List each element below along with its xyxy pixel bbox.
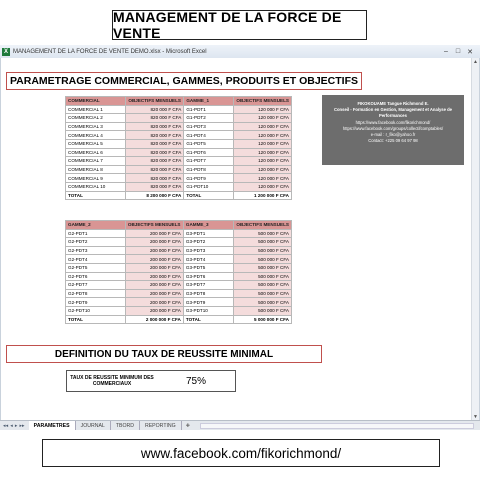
tab-reporting[interactable]: REPORTING: [140, 421, 182, 430]
table-cell[interactable]: 120 000 F CFA: [234, 165, 292, 174]
table-cell[interactable]: G2-PDT7: [66, 281, 126, 290]
table-cell[interactable]: G3-PDT5: [183, 263, 234, 272]
maximize-icon[interactable]: □: [455, 47, 461, 55]
header-cell: OBJECTIFS MENSUELS: [126, 97, 184, 106]
total-row: [66, 191, 292, 200]
top-banner: [112, 10, 367, 40]
window-title: MANAGEMENT DE LA FORCE DE VENTE DEMO.xlsx - Microsoft Excel: [13, 48, 207, 55]
objectives-table-commercial-gamme1: [65, 96, 292, 200]
table-cell[interactable]: 820 000 F CFA: [126, 174, 184, 183]
table-row: [66, 272, 292, 281]
table-cell[interactable]: 200 000 F CFA: [125, 281, 183, 290]
table-cell[interactable]: 500 000 F CFA: [234, 238, 292, 247]
excel-icon[interactable]: X: [3, 48, 8, 55]
table-cell[interactable]: 120 000 F CFA: [234, 174, 292, 183]
close-icon[interactable]: ✕: [467, 48, 473, 56]
table-row: [66, 139, 292, 148]
total-cell: TOTAL: [66, 315, 126, 324]
scroll-down-icon[interactable]: ▼: [473, 413, 478, 420]
minimize-icon[interactable]: –: [444, 47, 448, 55]
table-cell[interactable]: G2-PDT3: [66, 246, 126, 255]
table-row: [66, 229, 292, 238]
sheet-tab-bar: [0, 420, 480, 430]
table-row: [66, 157, 292, 166]
table-cell[interactable]: G2-PDT5: [66, 263, 126, 272]
new-sheet-icon[interactable]: ✚: [185, 422, 191, 429]
table-row: [66, 131, 292, 140]
contact-line: Conseil - Formation en Gestion, Management et Analyse de: [333, 107, 453, 113]
table-cell[interactable]: 820 000 F CFA: [126, 148, 184, 157]
table-row: [66, 246, 292, 255]
table-cell[interactable]: 200 000 F CFA: [125, 238, 183, 247]
table-cell[interactable]: G1-PDT8: [184, 165, 234, 174]
next-sheet-icon[interactable]: ▸: [14, 422, 18, 429]
table-cell[interactable]: G3-PDT1: [183, 229, 234, 238]
table-cell[interactable]: G1-PDT10: [184, 182, 234, 191]
table-cell[interactable]: G2-PDT1: [66, 229, 126, 238]
table-row: [66, 289, 292, 298]
table-header-row: [66, 221, 292, 230]
total-cell: 5 000 000 F CFA: [234, 315, 292, 324]
table-row: [66, 281, 292, 290]
table-cell[interactable]: COMMERCIAL 3: [66, 122, 126, 131]
table-cell[interactable]: 120 000 F CFA: [234, 139, 292, 148]
table-cell[interactable]: 500 000 F CFA: [234, 255, 292, 264]
table-cell[interactable]: G1-PDT4: [184, 131, 234, 140]
table-cell[interactable]: 820 000 F CFA: [126, 131, 184, 140]
table-cell[interactable]: G1-PDT6: [184, 148, 234, 157]
table-row: [66, 182, 292, 191]
bottom-banner: [42, 439, 440, 467]
table-row: [66, 105, 292, 114]
contact-line: Contact: +225 09 64 97 98: [368, 138, 418, 144]
table-cell[interactable]: COMMERCIAL 5: [66, 139, 126, 148]
table-row: [66, 298, 292, 307]
last-sheet-icon[interactable]: ▸▸: [19, 422, 25, 429]
header-cell: GAMME_3: [183, 221, 234, 230]
scroll-up-icon[interactable]: ▲: [473, 58, 478, 65]
table-cell[interactable]: 200 000 F CFA: [125, 306, 183, 315]
table-cell[interactable]: COMMERCIAL 7: [66, 157, 126, 166]
table-cell[interactable]: 820 000 F CFA: [126, 105, 184, 114]
table-row: [66, 148, 292, 157]
table-cell[interactable]: 820 000 F CFA: [126, 182, 184, 191]
table-row: [66, 263, 292, 272]
table-cell[interactable]: 120 000 F CFA: [234, 122, 292, 131]
table-cell[interactable]: 120 000 F CFA: [234, 114, 292, 123]
contact-line: https://www.facebook.com/groups/collectifcomptables/: [342, 125, 444, 131]
table-cell[interactable]: 500 000 F CFA: [234, 272, 292, 281]
table-row: [66, 238, 292, 247]
table-cell[interactable]: COMMERCIAL 1: [66, 105, 126, 114]
table-cell[interactable]: 820 000 F CFA: [126, 122, 184, 131]
table-cell[interactable]: G2-PDT2: [66, 238, 126, 247]
table-row: [66, 306, 292, 315]
table-header-row: [66, 97, 292, 106]
table-cell[interactable]: G3-PDT8: [183, 289, 234, 298]
table-row: [66, 255, 292, 264]
table-cell[interactable]: 820 000 F CFA: [126, 114, 184, 123]
vertical-scrollbar[interactable]: [471, 58, 479, 420]
table-cell[interactable]: 500 000 F CFA: [234, 298, 292, 307]
table-cell[interactable]: 200 000 F CFA: [125, 272, 183, 281]
header-cell: GAMME_2: [66, 221, 126, 230]
table-cell[interactable]: 500 000 F CFA: [234, 263, 292, 272]
table-cell[interactable]: 820 000 F CFA: [126, 139, 184, 148]
section-title-rate-text: DEFINITION DU TAUX DE REUSSITE MINIMAL: [54, 348, 274, 360]
table-row: [66, 122, 292, 131]
prev-sheet-icon[interactable]: ◂: [10, 422, 13, 429]
table-cell[interactable]: G1-PDT9: [184, 174, 234, 183]
banner-title: MANAGEMENT DE LA FORCE DE VENTE: [113, 9, 342, 41]
table-cell[interactable]: G1-PDT7: [184, 157, 234, 166]
table-cell[interactable]: G2-PDT10: [66, 306, 126, 315]
table-cell[interactable]: G2-PDT9: [66, 298, 126, 307]
first-sheet-icon[interactable]: ◂◂: [3, 422, 9, 429]
section-title-params-text: PARAMETRAGE COMMERCIAL, GAMMES, PRODUITS ET OBJECTIFS: [9, 75, 359, 87]
table-cell[interactable]: G2-PDT8: [66, 289, 126, 298]
table-cell[interactable]: 120 000 F CFA: [234, 148, 292, 157]
success-rate-value[interactable]: 75%: [185, 375, 206, 387]
table-cell[interactable]: 500 000 F CFA: [234, 306, 292, 315]
tab-journal[interactable]: JOURNAL: [76, 421, 111, 430]
header-cell: OBJECTIFS MENSUELS: [234, 221, 292, 230]
total-cell: TOTAL: [184, 191, 234, 200]
horizontal-scrollbar[interactable]: [200, 423, 474, 429]
table-row: [66, 114, 292, 123]
table-row: [66, 165, 292, 174]
table-cell[interactable]: 820 000 F CFA: [126, 165, 184, 174]
success-rate-label: TAUX DE REUSSITE MINIMUM DES COMMERCIAUX: [70, 375, 154, 387]
table-cell[interactable]: G3-PDT2: [183, 238, 234, 247]
header-cell: OBJECTIFS MENSUELS: [234, 97, 292, 106]
window-controls: [442, 48, 474, 56]
total-cell: TOTAL: [183, 315, 234, 324]
table-cell[interactable]: G3-PDT6: [183, 272, 234, 281]
contact-line: https://www.facebook.com/fikorichmond/: [355, 119, 431, 125]
table-cell[interactable]: COMMERCIAL 2: [66, 114, 126, 123]
table-cell[interactable]: 200 000 F CFA: [125, 263, 183, 272]
objectives-table-gamme2-gamme3: [65, 220, 292, 324]
table-cell[interactable]: 200 000 F CFA: [125, 298, 183, 307]
total-cell: 2 000 000 F CFA: [125, 315, 183, 324]
tab-parametres[interactable]: PARAMETRES: [29, 421, 76, 430]
facebook-url: www.facebook.com/fikorichmond/: [140, 445, 342, 461]
success-rate-box: [66, 370, 236, 392]
table-cell[interactable]: G3-PDT7: [183, 281, 234, 290]
table-cell[interactable]: 500 000 F CFA: [234, 289, 292, 298]
header-cell: COMMERCIAL: [66, 97, 126, 106]
table-cell[interactable]: 120 000 F CFA: [234, 131, 292, 140]
contact-line: Performances: [379, 113, 407, 119]
total-row: [66, 315, 292, 324]
window-titlebar: [0, 45, 480, 58]
table-cell[interactable]: COMMERCIAL 6: [66, 148, 126, 157]
table-cell[interactable]: 120 000 F CFA: [234, 105, 292, 114]
table-cell[interactable]: 120 000 F CFA: [234, 157, 292, 166]
contact-line: e-mail : r_fiko@yahoo.fr: [370, 132, 416, 138]
table-cell[interactable]: 200 000 F CFA: [125, 229, 183, 238]
table-cell[interactable]: G3-PDT3: [183, 246, 234, 255]
table-cell[interactable]: 120 000 F CFA: [234, 182, 292, 191]
table-cell[interactable]: 200 000 F CFA: [125, 255, 183, 264]
contact-box: [322, 95, 464, 165]
table-cell[interactable]: 500 000 F CFA: [234, 281, 292, 290]
section-title-rate: [6, 345, 322, 363]
table-cell[interactable]: G1-PDT3: [184, 122, 234, 131]
table-cell[interactable]: COMMERCIAL 9: [66, 174, 126, 183]
table-cell[interactable]: 820 000 F CFA: [126, 157, 184, 166]
table-cell[interactable]: COMMERCIAL 10: [66, 182, 126, 191]
header-cell: OBJECTIFS MENSUELS: [125, 221, 183, 230]
contact-line: FIKOKOUAME Tangue Richmond E.: [357, 101, 429, 106]
table-cell[interactable]: G3-PDT10: [183, 306, 234, 315]
tab-tbord[interactable]: TBORD: [111, 421, 140, 430]
tab-navigation: [3, 423, 25, 429]
table-cell[interactable]: 200 000 F CFA: [125, 246, 183, 255]
section-title-params: [6, 72, 362, 90]
table-cell[interactable]: G2-PDT6: [66, 272, 126, 281]
total-cell: 8 200 000 F CFA: [126, 191, 184, 200]
table-cell[interactable]: COMMERCIAL 8: [66, 165, 126, 174]
table-cell[interactable]: G2-PDT4: [66, 255, 126, 264]
total-cell: 1 200 000 F CFA: [234, 191, 292, 200]
total-cell: TOTAL: [66, 191, 126, 200]
table-cell[interactable]: COMMERCIAL 4: [66, 131, 126, 140]
table-cell[interactable]: G3-PDT9: [183, 298, 234, 307]
table-cell[interactable]: G1-PDT1: [184, 105, 234, 114]
header-cell: GAMME_1: [184, 97, 234, 106]
table-cell[interactable]: 200 000 F CFA: [125, 289, 183, 298]
table-cell[interactable]: 500 000 F CFA: [234, 229, 292, 238]
table-row: [66, 174, 292, 183]
table-cell[interactable]: 500 000 F CFA: [234, 246, 292, 255]
table-cell[interactable]: G1-PDT5: [184, 139, 234, 148]
table-cell[interactable]: G1-PDT2: [184, 114, 234, 123]
table-cell[interactable]: G3-PDT4: [183, 255, 234, 264]
